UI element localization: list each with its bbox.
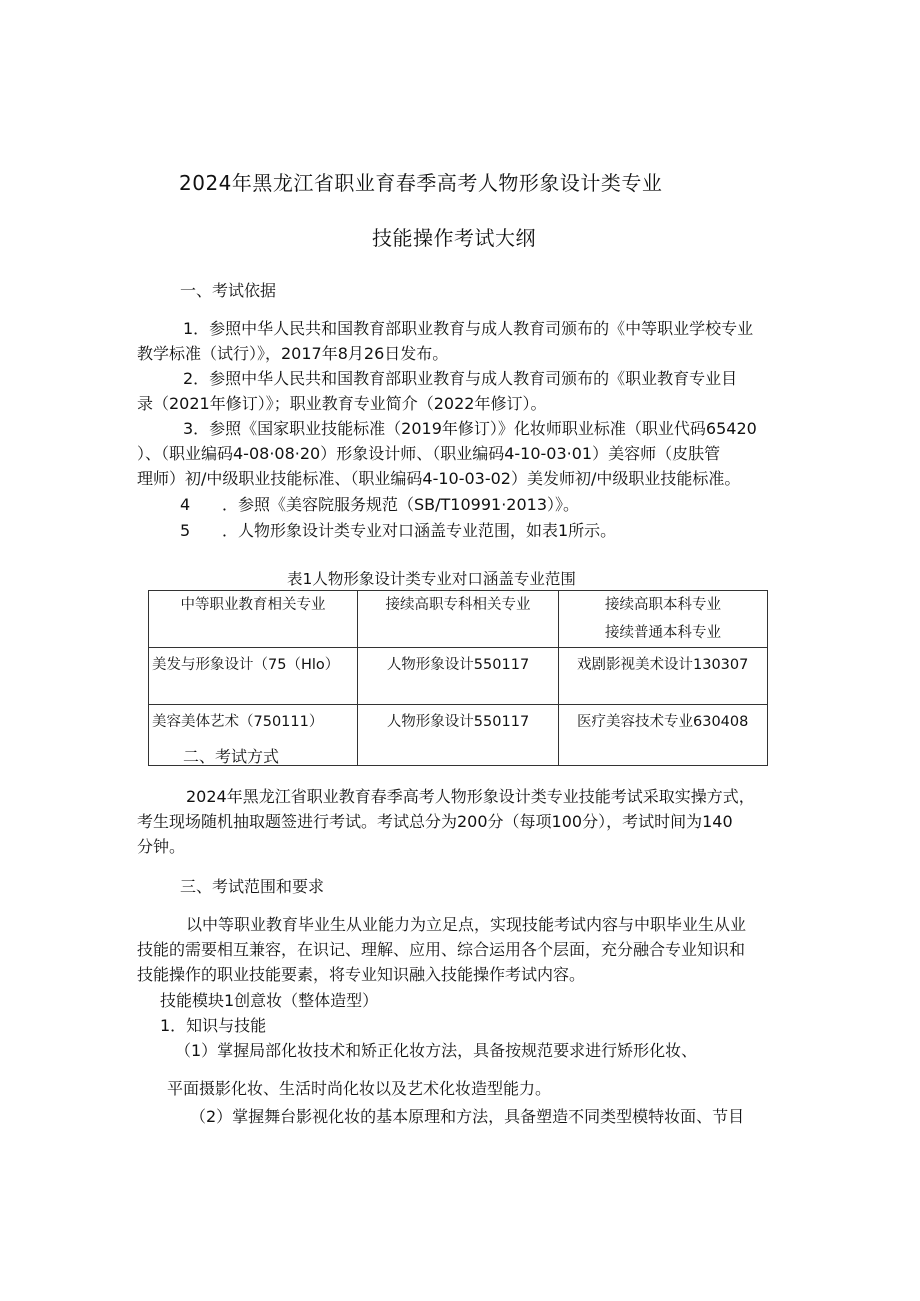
header-vocational-undergraduate-major: 接续高职本科专业 <box>605 597 721 613</box>
basis-line: 1．参照中华人民共和国教育部职业教育与成人教育司颁布的《中等职业学校专业 <box>183 319 754 338</box>
basis-item-4-number: 4 <box>180 495 191 514</box>
scope-line: 技能操作的职业技能要素，将专业知识融入技能操作考试内容。 <box>137 965 586 984</box>
doc-title-line-2: 技能操作考试大纲 <box>372 226 536 250</box>
header-undergraduate-major <box>559 591 768 648</box>
method-line: 考生现场随机抽取题签进行考试。考试总分为200分（每项100分），考试时间为140 <box>137 812 733 831</box>
table-cell: 人物形象设计550117 <box>358 705 559 766</box>
table-row <box>149 648 768 705</box>
basis-line: 录（2021年修订）》；职业教育专业简介（2022年修订）。 <box>137 394 547 413</box>
section-heading-method: 二、考试方式 <box>183 747 280 766</box>
basis-line: 教学标准（试行）》，2017年8月26日发布。 <box>137 344 449 363</box>
basis-line: ）、（职业编码4-08·08·20）形象设计师、（职业编码4-10-03·01）美容师（皮肤管 <box>137 444 721 463</box>
basis-line: 3．参照《国家职业技能标准（2019年修订）》化妆师职业标准（职业代码65420 <box>183 419 757 438</box>
header-vocational-college-major: 接续高职专科相关专业 <box>358 591 559 648</box>
header-secondary-major: 中等职业教育相关专业 <box>149 591 358 648</box>
section-heading-scope: 三、考试范围和要求 <box>180 877 325 896</box>
table-caption: 表1人物形象设计类专业对口涵盖专业范围 <box>287 570 576 588</box>
doc-title-line-1: 2024年黑龙江省职业育春季高考人物形象设计类专业 <box>179 171 663 195</box>
method-line: 分钟。 <box>137 837 186 856</box>
table-cell: 医疗美容技术专业630408 <box>559 705 768 766</box>
skill-item-line: 平面摄影化妆、生活时尚化妆以及艺术化妆造型能力。 <box>167 1079 552 1098</box>
knowledge-skill-subheading: 1．知识与技能 <box>160 1016 267 1035</box>
basis-item-5-text: ．人物形象设计类专业对口涵盖专业范围，如表1所示。 <box>222 521 617 540</box>
scope-line: 以中等职业教育毕业生从业能力为立足点，实现技能考试内容与中职毕业生从业 <box>186 915 747 934</box>
method-line: 2024年黑龙江省职业教育春季高考人物形象设计类专业技能考试采取实操方式， <box>186 787 755 806</box>
skill-item-line: （2）掌握舞台影视化妆的基本原理和方法，具备塑造不同类型模特妆面、节目 <box>190 1107 745 1126</box>
basis-line: 理师）初/中级职业技能标准、（职业编码4-10-03-02）美发师初/中级职业技能标准。 <box>137 469 741 488</box>
scope-line: 技能的需要相互兼容，在识记、理解、应用、综合运用各个层面，充分融合专业知识和 <box>137 940 746 959</box>
basis-item-4-text: ．参照《美容院服务规范（SB/T10991·2013）》。 <box>222 495 580 514</box>
basis-line: 2．参照中华人民共和国教育部职业教育与成人教育司颁布的《职业教育专业目 <box>183 369 738 388</box>
table-header-row <box>149 591 768 648</box>
header-regular-undergraduate-major: 接续普通本科专业 <box>605 625 721 641</box>
table-cell: 人物形象设计550117 <box>358 648 559 705</box>
skill-module-heading: 技能模块1创意妆（整体造型） <box>160 991 379 1010</box>
skill-item-line: （1）掌握局部化妆技术和矫正化妆方法，具备按规范要求进行矫形化妆、 <box>175 1041 698 1060</box>
section-heading-basis: 一、考试依据 <box>180 281 277 300</box>
basis-item-5-number: 5 <box>180 521 191 540</box>
table-cell: 戏剧影视美术设计130307 <box>559 648 768 705</box>
major-scope-table <box>148 590 768 766</box>
table-cell: 美发与形象设计（75（Hlo） <box>149 648 358 705</box>
table-cell: 美容美体艺术（750111） <box>149 705 358 766</box>
